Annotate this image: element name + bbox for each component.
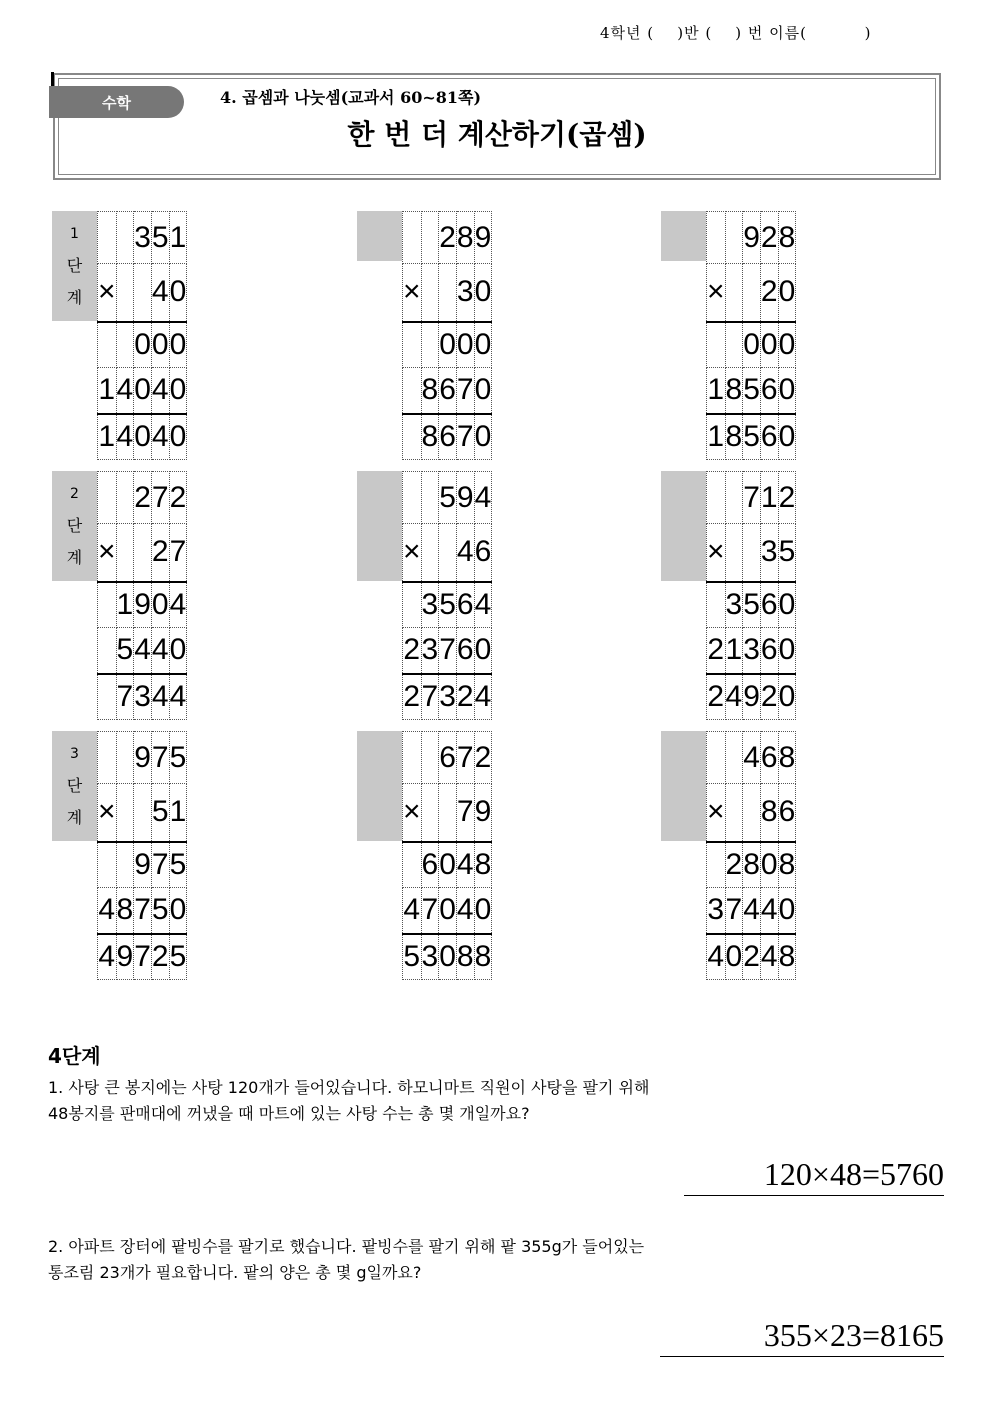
digit-cell: 9 (134, 732, 152, 784)
digit-cell[interactable]: 7 (134, 888, 152, 934)
digit-cell[interactable]: 4 (169, 674, 187, 720)
chapter-title: 4. 곱셈과 나눗셈(교과서 60~81쪽) (220, 88, 482, 107)
digit-cell (98, 212, 117, 264)
digit-cell[interactable]: 3 (725, 582, 743, 628)
digit-cell[interactable]: 4 (474, 582, 492, 628)
times-sign: × (98, 784, 117, 842)
digit-cell (98, 732, 117, 784)
digit-cell[interactable]: 8 (474, 842, 492, 888)
digit-cell: 6 (778, 784, 796, 842)
times-sign: × (707, 524, 726, 582)
digit-cell[interactable]: 8 (116, 888, 134, 934)
digit-cell[interactable]: 6 (760, 368, 778, 414)
digit-cell: 7 (151, 472, 169, 524)
digit-cell[interactable]: 5 (439, 582, 457, 628)
digit-cell[interactable]: 3 (421, 934, 439, 980)
digit-cell: 1 (169, 784, 187, 842)
digit-cell[interactable]: 0 (778, 674, 796, 720)
digit-cell[interactable]: 0 (134, 414, 152, 460)
digit-cell[interactable]: 0 (778, 888, 796, 934)
digit-cell (116, 784, 134, 842)
digit-cell[interactable]: 5 (151, 888, 169, 934)
digit-cell[interactable]: 6 (760, 582, 778, 628)
times-sign: × (707, 784, 726, 842)
digit-cell[interactable]: 4 (760, 888, 778, 934)
digit-cell (116, 732, 134, 784)
digit-cell[interactable]: 0 (474, 322, 492, 368)
digit-cell[interactable]: 0 (439, 888, 457, 934)
times-sign: × (707, 264, 726, 322)
question-2-line-1: 2. 아파트 장터에 팥빙수를 팔기로 했습니다. 팥빙수를 팔기 위해 팥 355g가 들어있는 (48, 1237, 645, 1256)
digit-cell[interactable]: 0 (778, 582, 796, 628)
digit-cell[interactable]: 6 (421, 842, 439, 888)
stage-label (357, 211, 402, 261)
digit-cell[interactable]: 0 (778, 628, 796, 674)
digit-cell: 4 (743, 732, 761, 784)
digit-cell: 2 (778, 472, 796, 524)
stage-label-char: 단 (66, 256, 83, 275)
digit-cell (98, 472, 117, 524)
digit-cell[interactable]: 0 (474, 888, 492, 934)
digit-cell (707, 732, 726, 784)
digit-cell[interactable]: 3 (134, 674, 152, 720)
digit-cell[interactable]: 8 (778, 842, 796, 888)
digit-cell[interactable] (98, 674, 117, 720)
digit-cell: 6 (439, 732, 457, 784)
digit-cell[interactable]: 7 (151, 842, 169, 888)
digit-cell[interactable]: 4 (456, 888, 474, 934)
digit-cell: 2 (760, 264, 778, 322)
digit-cell[interactable]: 8 (778, 934, 796, 980)
digit-cell[interactable]: 0 (169, 888, 187, 934)
digit-cell[interactable]: 2 (707, 674, 726, 720)
subject-tab: 수학 (49, 86, 184, 118)
digit-cell[interactable] (98, 322, 117, 368)
digit-cell[interactable]: 0 (725, 934, 743, 980)
multiplication-grid (402, 211, 492, 460)
digit-cell (725, 472, 743, 524)
digit-cell[interactable]: 1 (725, 628, 743, 674)
digit-cell (421, 524, 439, 582)
multiplication-grid (706, 731, 796, 980)
digit-cell[interactable] (403, 322, 422, 368)
digit-cell[interactable]: 0 (169, 368, 187, 414)
digit-cell[interactable]: 7 (725, 888, 743, 934)
digit-cell[interactable]: 4 (760, 934, 778, 980)
digit-cell[interactable]: 0 (474, 368, 492, 414)
digit-cell[interactable]: 2 (403, 628, 422, 674)
digit-cell[interactable]: 8 (725, 368, 743, 414)
stage-label (661, 471, 706, 581)
digit-cell[interactable] (403, 842, 422, 888)
multiplication-grid (402, 731, 492, 980)
digit-cell[interactable]: 5 (169, 934, 187, 980)
digit-cell (743, 264, 761, 322)
digit-cell[interactable]: 1 (707, 414, 726, 460)
question-1-line-2: 48봉지를 판매대에 꺼냈을 때 마트에 있는 사탕 수는 총 몇 개일까요? (48, 1104, 530, 1123)
digit-cell[interactable] (98, 842, 117, 888)
digit-cell (725, 264, 743, 322)
digit-cell: 2 (169, 472, 187, 524)
digit-cell[interactable]: 7 (456, 368, 474, 414)
digit-cell (116, 264, 134, 322)
digit-cell[interactable]: 2 (151, 934, 169, 980)
digit-cell[interactable]: 7 (421, 888, 439, 934)
digit-cell: 4 (151, 264, 169, 322)
digit-cell[interactable]: 4 (456, 842, 474, 888)
digit-cell[interactable]: 0 (743, 322, 761, 368)
digit-cell[interactable]: 4 (116, 368, 134, 414)
digit-cell (403, 472, 422, 524)
digit-cell (439, 784, 457, 842)
digit-cell[interactable]: 0 (169, 322, 187, 368)
multiplication-grid (97, 731, 187, 980)
stage-label (52, 211, 97, 321)
stage-label-char: 단 (66, 776, 83, 795)
stage-label-char: 단 (66, 516, 83, 535)
digit-cell[interactable] (421, 322, 439, 368)
digit-cell[interactable]: 6 (456, 582, 474, 628)
stage-label (357, 471, 402, 581)
times-sign: × (403, 784, 422, 842)
digit-cell (707, 212, 726, 264)
digit-cell: 8 (778, 212, 796, 264)
stage-label-char: 1 (70, 226, 79, 242)
stage4-heading: 4단계 (48, 1044, 101, 1068)
digit-cell[interactable] (403, 582, 422, 628)
digit-cell: 6 (760, 732, 778, 784)
digit-cell[interactable]: 8 (421, 414, 439, 460)
digit-cell[interactable]: 4 (743, 888, 761, 934)
digit-cell[interactable]: 1 (116, 582, 134, 628)
digit-cell[interactable]: 5 (403, 934, 422, 980)
stage-label (52, 471, 97, 581)
digit-cell[interactable]: 6 (456, 628, 474, 674)
digit-cell (134, 784, 152, 842)
digit-cell[interactable]: 8 (725, 414, 743, 460)
digit-cell: 2 (760, 212, 778, 264)
multiplication-grid (706, 471, 796, 720)
digit-cell: 2 (134, 472, 152, 524)
digit-cell[interactable] (707, 582, 726, 628)
digit-cell[interactable]: 2 (743, 934, 761, 980)
digit-cell[interactable]: 3 (707, 888, 726, 934)
page-title: 한 번 더 계산하기(곱셈) (347, 118, 647, 151)
times-sign: × (403, 524, 422, 582)
digit-cell[interactable]: 1 (707, 368, 726, 414)
worksheet-header (53, 73, 941, 180)
digit-cell: 0 (169, 264, 187, 322)
digit-cell: 8 (456, 212, 474, 264)
digit-cell (725, 732, 743, 784)
digit-cell[interactable]: 0 (169, 414, 187, 460)
digit-cell[interactable]: 3 (421, 628, 439, 674)
digit-cell (707, 472, 726, 524)
digit-cell[interactable]: 5 (169, 842, 187, 888)
digit-cell[interactable]: 5 (116, 628, 134, 674)
digit-cell: 1 (760, 472, 778, 524)
stage-label (52, 731, 97, 841)
digit-cell[interactable] (403, 368, 422, 414)
question-1-line-1: 1. 사탕 큰 봉지에는 사탕 120개가 들어있습니다. 하모니마트 직원이 사탕을 팔기 위해 (48, 1078, 650, 1097)
digit-cell[interactable]: 4 (169, 582, 187, 628)
digit-cell[interactable]: 9 (134, 842, 152, 888)
digit-cell[interactable]: 0 (760, 842, 778, 888)
digit-cell (439, 264, 457, 322)
digit-cell[interactable]: 0 (439, 322, 457, 368)
digit-cell (421, 264, 439, 322)
digit-cell[interactable]: 0 (456, 322, 474, 368)
digit-cell (743, 784, 761, 842)
digit-cell[interactable] (116, 322, 134, 368)
digit-cell[interactable]: 8 (474, 934, 492, 980)
digit-cell[interactable]: 8 (456, 934, 474, 980)
multiplication-grid (706, 211, 796, 460)
digit-cell[interactable]: 7 (134, 934, 152, 980)
digit-cell: 8 (778, 732, 796, 784)
digit-cell[interactable]: 0 (760, 322, 778, 368)
digit-cell[interactable]: 0 (151, 582, 169, 628)
digit-cell (134, 264, 152, 322)
digit-cell: 2 (474, 732, 492, 784)
stage-label-char: 2 (70, 486, 79, 502)
digit-cell: 9 (474, 212, 492, 264)
digit-cell[interactable]: 2 (707, 628, 726, 674)
digit-cell: 3 (456, 264, 474, 322)
digit-cell[interactable]: 4 (116, 414, 134, 460)
digit-cell[interactable]: 7 (421, 674, 439, 720)
digit-cell[interactable]: 4 (98, 934, 117, 980)
digit-cell[interactable] (98, 628, 117, 674)
digit-cell (116, 472, 134, 524)
digit-cell (421, 732, 439, 784)
multiplication-grid (97, 211, 187, 460)
answer-1[interactable]: 120×48=5760 (684, 1156, 944, 1196)
digit-cell[interactable]: 6 (439, 414, 457, 460)
digit-cell[interactable]: 4 (151, 674, 169, 720)
stage-label (661, 211, 706, 261)
answer-2[interactable]: 355×23=8165 (660, 1317, 944, 1357)
times-sign: × (98, 524, 117, 582)
digit-cell[interactable]: 9 (134, 582, 152, 628)
digit-cell: 2 (439, 212, 457, 264)
digit-cell[interactable]: 0 (134, 368, 152, 414)
digit-cell[interactable]: 0 (169, 628, 187, 674)
digit-cell: 8 (760, 784, 778, 842)
digit-cell[interactable]: 4 (98, 888, 117, 934)
digit-cell: 1 (169, 212, 187, 264)
digit-cell: 3 (134, 212, 152, 264)
digit-cell[interactable]: 4 (403, 888, 422, 934)
digit-cell (725, 524, 743, 582)
digit-cell[interactable]: 7 (116, 674, 134, 720)
digit-cell: 9 (474, 784, 492, 842)
multiplication-grid (97, 471, 187, 720)
digit-cell[interactable]: 7 (439, 628, 457, 674)
question-2-line-2: 통조림 23개가 필요합니다. 팥의 양은 총 몇 g일까요? (48, 1263, 422, 1282)
digit-cell[interactable]: 2 (456, 674, 474, 720)
digit-cell (421, 472, 439, 524)
digit-cell: 7 (151, 732, 169, 784)
digit-cell[interactable] (725, 322, 743, 368)
digit-cell (116, 212, 134, 264)
question-2 (48, 1234, 644, 1286)
digit-cell[interactable]: 7 (456, 414, 474, 460)
digit-cell[interactable] (707, 322, 726, 368)
digit-cell (743, 524, 761, 582)
digit-cell[interactable]: 0 (151, 322, 169, 368)
digit-cell (421, 212, 439, 264)
digit-cell[interactable]: 3 (439, 674, 457, 720)
digit-cell[interactable]: 8 (743, 842, 761, 888)
digit-cell: 7 (456, 784, 474, 842)
digit-cell[interactable]: 0 (474, 414, 492, 460)
digit-cell[interactable]: 0 (439, 842, 457, 888)
digit-cell[interactable]: 4 (151, 628, 169, 674)
digit-cell (421, 784, 439, 842)
digit-cell[interactable]: 0 (778, 322, 796, 368)
digit-cell: 9 (743, 212, 761, 264)
digit-cell: 4 (474, 472, 492, 524)
digit-cell[interactable]: 5 (743, 414, 761, 460)
digit-cell: 5 (778, 524, 796, 582)
digit-cell (134, 524, 152, 582)
digit-cell (725, 212, 743, 264)
stage-label (357, 731, 402, 841)
digit-cell[interactable]: 5 (743, 368, 761, 414)
digit-cell: 4 (456, 524, 474, 582)
stage-label (661, 731, 706, 841)
digit-cell[interactable]: 0 (439, 934, 457, 980)
digit-cell[interactable]: 0 (778, 414, 796, 460)
digit-cell[interactable]: 2 (760, 674, 778, 720)
stage-label-char: 계 (66, 808, 83, 827)
digit-cell[interactable] (98, 582, 117, 628)
student-info-line: 4학년 ( )반 ( ) 번 이름( ) (600, 24, 872, 42)
digit-cell: 6 (474, 524, 492, 582)
digit-cell (403, 732, 422, 784)
digit-cell: 2 (151, 524, 169, 582)
digit-cell[interactable]: 4 (151, 368, 169, 414)
digit-cell: 5 (151, 784, 169, 842)
digit-cell: 0 (474, 264, 492, 322)
times-sign: × (403, 264, 422, 322)
digit-cell: 0 (778, 264, 796, 322)
question-1 (48, 1075, 649, 1127)
digit-cell[interactable]: 4 (474, 674, 492, 720)
digit-cell (439, 524, 457, 582)
digit-cell: 7 (169, 524, 187, 582)
digit-cell[interactable]: 6 (439, 368, 457, 414)
digit-cell (403, 212, 422, 264)
digit-cell[interactable]: 0 (134, 322, 152, 368)
digit-cell[interactable]: 4 (134, 628, 152, 674)
digit-cell[interactable]: 2 (403, 674, 422, 720)
digit-cell[interactable]: 9 (116, 934, 134, 980)
multiplication-grid (402, 471, 492, 720)
digit-cell[interactable]: 9 (743, 674, 761, 720)
digit-cell[interactable]: 6 (760, 414, 778, 460)
digit-cell[interactable]: 0 (778, 368, 796, 414)
digit-cell[interactable] (116, 842, 134, 888)
digit-cell[interactable]: 1 (98, 414, 117, 460)
times-sign: × (98, 264, 117, 322)
digit-cell[interactable]: 1 (98, 368, 117, 414)
digit-cell[interactable]: 8 (421, 368, 439, 414)
stage-label-char: 계 (66, 288, 83, 307)
stage-label-char: 계 (66, 548, 83, 567)
digit-cell[interactable] (403, 414, 422, 460)
digit-cell: 9 (456, 472, 474, 524)
digit-cell: 5 (169, 732, 187, 784)
digit-cell: 7 (743, 472, 761, 524)
digit-cell[interactable] (707, 842, 726, 888)
digit-cell (116, 524, 134, 582)
digit-cell[interactable]: 3 (421, 582, 439, 628)
digit-cell[interactable]: 4 (725, 674, 743, 720)
digit-cell[interactable]: 3 (743, 628, 761, 674)
digit-cell: 5 (151, 212, 169, 264)
digit-cell[interactable]: 4 (151, 414, 169, 460)
digit-cell[interactable]: 5 (743, 582, 761, 628)
stage-label-char: 3 (70, 746, 79, 762)
digit-cell[interactable]: 0 (474, 628, 492, 674)
digit-cell[interactable]: 2 (725, 842, 743, 888)
digit-cell: 3 (760, 524, 778, 582)
digit-cell[interactable]: 4 (707, 934, 726, 980)
digit-cell (725, 784, 743, 842)
digit-cell: 5 (439, 472, 457, 524)
digit-cell: 7 (456, 732, 474, 784)
digit-cell[interactable]: 6 (760, 628, 778, 674)
